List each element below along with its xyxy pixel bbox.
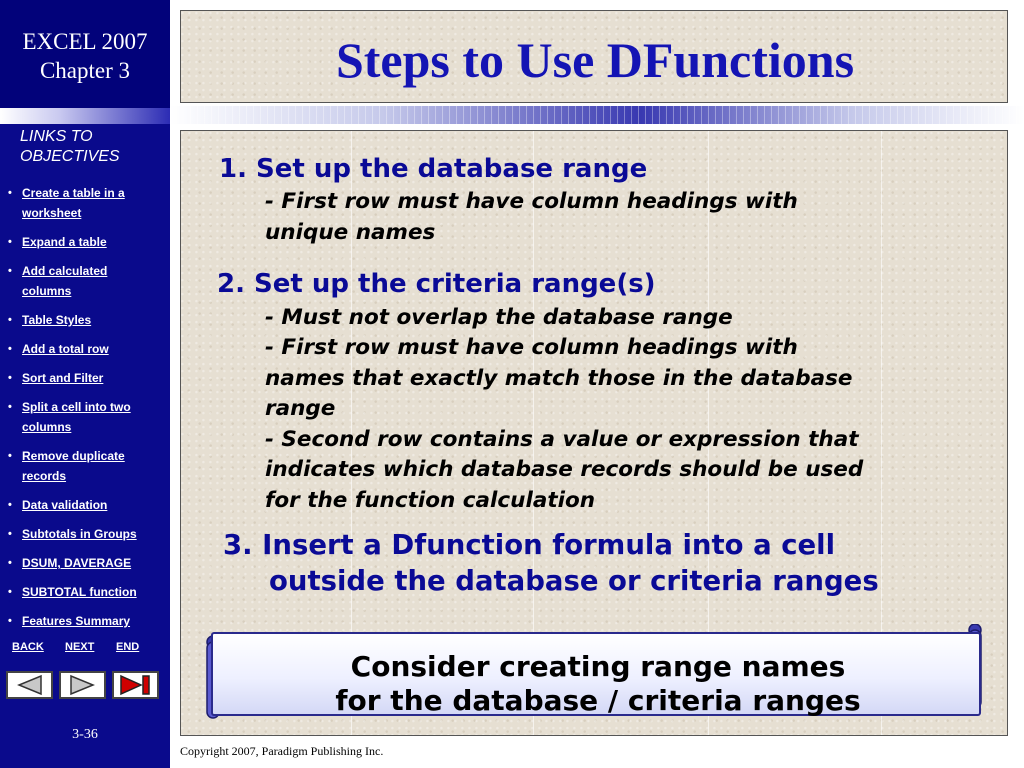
- step-2-detail-line3: names that exactly match those in the database: [265, 366, 853, 391]
- step-1-heading: 1. Set up the database range: [219, 154, 648, 184]
- link-split-cell[interactable]: [22, 400, 131, 434]
- chapter-label: Chapter 3: [39, 58, 131, 83]
- link-dsum[interactable]: DSUM, DAVERAGE: [22, 556, 132, 570]
- objective-link-item: [6, 611, 166, 631]
- title-panel: [180, 10, 1008, 103]
- callout-line1: Consider creating range names: [350, 650, 846, 683]
- callout-text: [213, 650, 983, 718]
- callout-line2: for the database / criteria ranges: [335, 684, 861, 717]
- link-text: Add calculated: [22, 264, 108, 278]
- back-link[interactable]: BACK: [12, 641, 44, 653]
- link-subtotal-function[interactable]: SUBTOTAL function: [22, 585, 137, 599]
- link-text: Remove duplicate: [22, 449, 125, 463]
- objectives-title-line2: OBJECTIVES: [20, 148, 120, 165]
- link-calculated-columns[interactable]: [22, 264, 107, 298]
- step-2-detail-line1: - Must not overlap the database range: [265, 305, 733, 330]
- bullet-icon: •: [8, 372, 12, 384]
- objective-links: [6, 183, 166, 640]
- header-divider: [0, 108, 170, 124]
- objective-link-item: [6, 261, 166, 301]
- bullet-icon: •: [8, 236, 12, 248]
- bullet-icon: •: [8, 586, 12, 598]
- end-link[interactable]: END: [116, 641, 140, 653]
- course-title: EXCEL 2007: [22, 29, 148, 54]
- objective-link-item: [6, 339, 166, 359]
- step-2-detail-line4: range: [265, 396, 336, 421]
- callout-body: [211, 632, 981, 716]
- link-text: Create a table in a: [22, 186, 125, 200]
- step-2-detail-line5: - Second row contains a value or expression that: [265, 427, 859, 452]
- next-button[interactable]: [59, 671, 106, 699]
- bullet-icon: •: [8, 343, 12, 355]
- link-text: columns: [22, 420, 72, 434]
- callout-scroll: [203, 624, 985, 724]
- copyright-notice: Copyright 2007, Paradigm Publishing Inc.: [180, 744, 384, 758]
- end-button[interactable]: [112, 671, 159, 699]
- slide-title: Steps to Use DFunctions: [335, 32, 855, 88]
- nav-text-links: [10, 641, 160, 657]
- bullet-icon: •: [8, 187, 12, 199]
- step-2-detail-line6: indicates which database records should be used: [265, 457, 864, 482]
- link-text: columns: [22, 284, 72, 298]
- step-1-detail-line1: - First row must have column headings with: [265, 189, 798, 214]
- objective-link-item: [6, 368, 166, 388]
- bullet-icon: •: [8, 499, 12, 511]
- link-table-styles[interactable]: Table Styles: [22, 313, 92, 327]
- step-3-line2: outside the database or criteria ranges: [269, 565, 879, 597]
- link-create-table[interactable]: [22, 186, 125, 220]
- page-number: 3-36: [72, 727, 98, 742]
- objective-link-item: [6, 183, 166, 223]
- back-button[interactable]: [6, 671, 53, 699]
- objective-link-item: [6, 553, 166, 573]
- step-3-line1: 3. Insert a Dfunction formula into a cell: [223, 529, 836, 561]
- objective-link-item: [6, 310, 166, 330]
- objective-link-item: [6, 582, 166, 602]
- bullet-icon: •: [8, 314, 12, 326]
- course-header: [0, 0, 170, 108]
- objectives-title-line1: LINKS TO: [20, 128, 93, 145]
- triangle-left-icon: [8, 673, 51, 697]
- end-icon: [114, 673, 157, 697]
- next-link[interactable]: NEXT: [65, 641, 95, 653]
- objective-link-item: [6, 495, 166, 515]
- link-text: worksheet: [22, 206, 82, 220]
- bullet-icon: •: [8, 615, 12, 627]
- step-2-heading: 2. Set up the criteria range(s): [217, 269, 656, 299]
- objective-link-item: [6, 524, 166, 544]
- objectives-title: [20, 127, 165, 167]
- link-text: Split a cell into two: [22, 400, 131, 414]
- link-remove-duplicates[interactable]: [22, 449, 125, 483]
- bullet-icon: •: [8, 401, 12, 413]
- bullet-icon: •: [8, 265, 12, 277]
- step-1-detail-line2: unique names: [265, 220, 436, 245]
- link-data-validation[interactable]: Data validation: [22, 498, 108, 512]
- objective-link-item: [6, 397, 166, 437]
- objective-link-item: [6, 446, 166, 486]
- link-features-summary[interactable]: Features Summary: [22, 614, 131, 628]
- bullet-icon: •: [8, 528, 12, 540]
- bullet-icon: •: [8, 450, 12, 462]
- link-expand-table[interactable]: Expand a table: [22, 235, 107, 249]
- link-total-row[interactable]: Add a total row: [22, 342, 109, 356]
- link-subtotals[interactable]: Subtotals in Groups: [22, 527, 137, 541]
- objective-link-item: [6, 232, 166, 252]
- bullet-icon: •: [8, 557, 12, 569]
- step-2-detail-line7: for the function calculation: [265, 488, 596, 513]
- step-2-detail-line2: - First row must have column headings with: [265, 335, 798, 360]
- link-sort-filter[interactable]: Sort and Filter: [22, 371, 104, 385]
- triangle-right-icon: [61, 673, 104, 697]
- sidebar: [0, 0, 170, 768]
- link-text: records: [22, 469, 67, 483]
- decorative-band-stripes: [170, 106, 1024, 124]
